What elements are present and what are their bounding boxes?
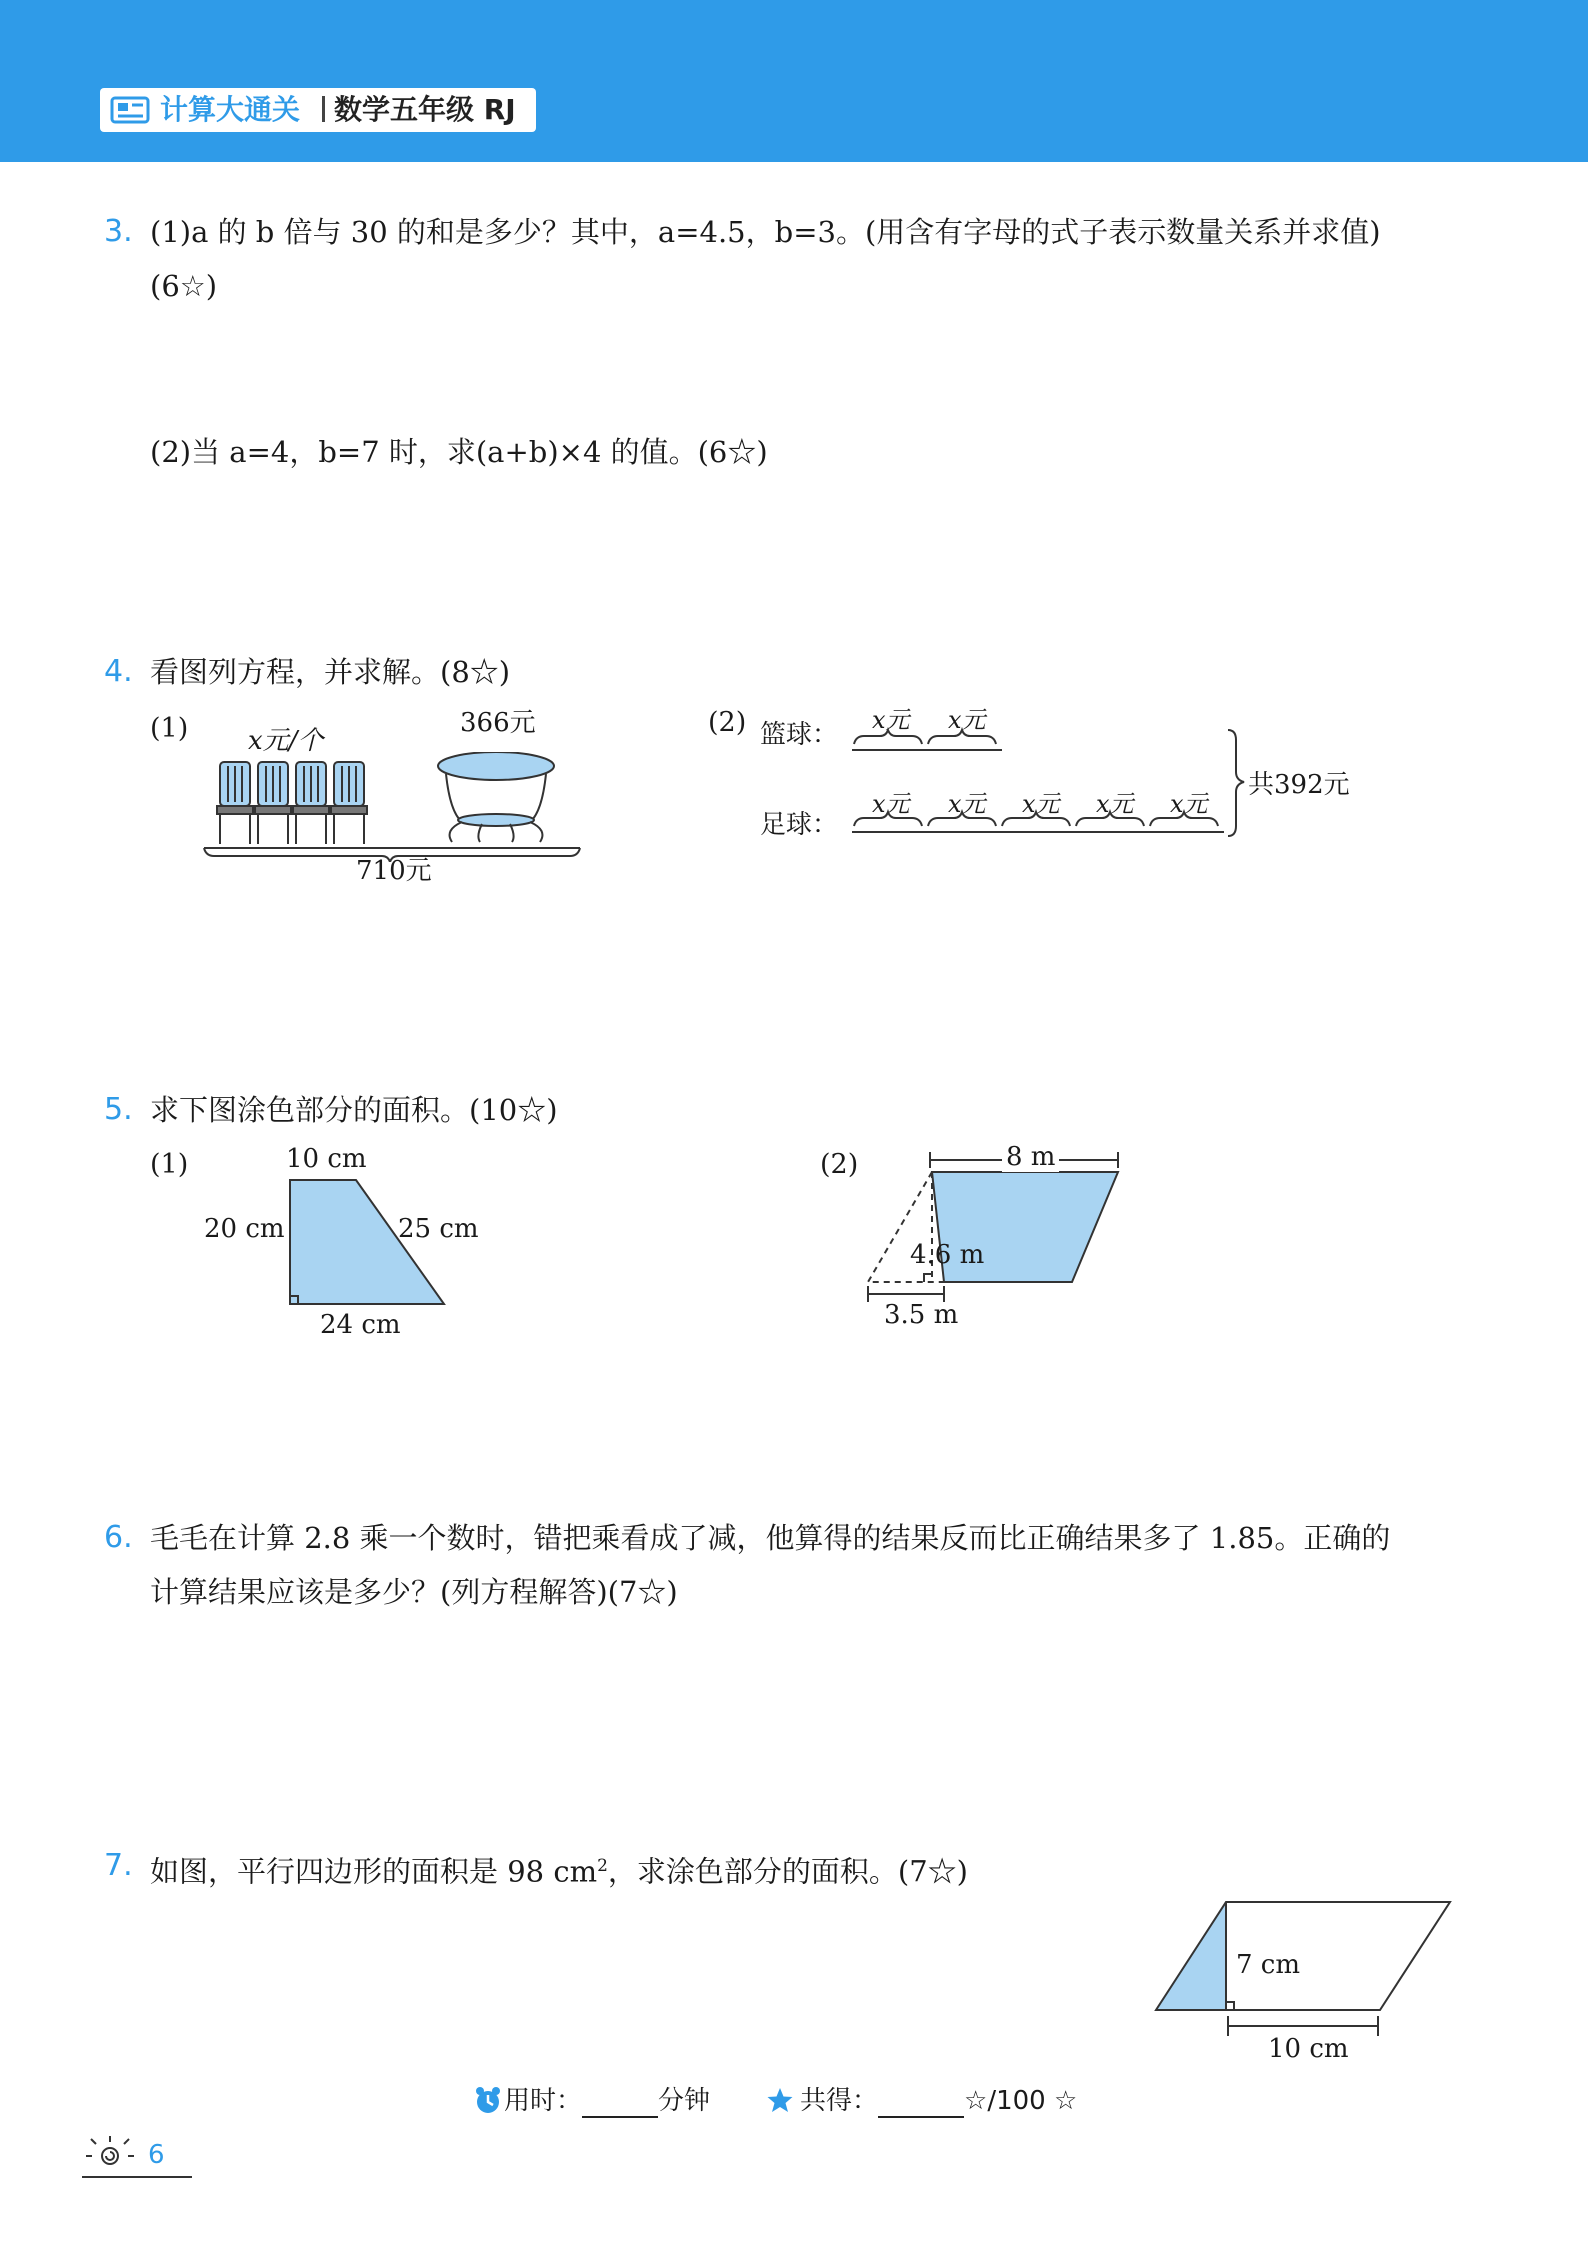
brand-title: 计算大通关: [160, 93, 301, 126]
chair-icons: [217, 762, 367, 844]
q5-p2-label: (2): [820, 1149, 859, 1180]
score-label: 共得：: [800, 2086, 879, 2116]
q4-text: 看图列方程，并求解。(8☆): [150, 655, 511, 689]
football-segments: [852, 790, 1224, 832]
q4-p1-label: (1): [150, 713, 189, 744]
q4-table-price: 366元: [460, 708, 536, 738]
q6-line2: 计算结果应该是多少？(列方程解答)(7☆): [150, 1575, 678, 1609]
time-unit: 分钟: [658, 2086, 711, 2116]
score-field: [800, 2084, 1077, 2118]
right-angle-mark: [1226, 2002, 1234, 2010]
time-label: 用时：: [504, 2086, 583, 2116]
header-divider: [322, 96, 325, 122]
total-brace: [1228, 730, 1244, 836]
q4-p1-figure: [200, 752, 590, 862]
q5-p1-top: 10 cm: [286, 1144, 367, 1174]
q5-text: 求下图涂色部分的面积。(10☆): [150, 1093, 558, 1127]
header-banner: [0, 0, 1588, 162]
q7-number: 7.: [104, 1848, 133, 1883]
q4-number: 4.: [104, 654, 133, 689]
q4-p2-figure: [850, 700, 1270, 850]
book-icon: [110, 94, 152, 128]
q6-number: 6.: [104, 1520, 133, 1555]
q6-line1: 毛毛在计算 2.8 乘一个数时，错把乘看成了减，他算得的结果反而比正确结果多了 1.85。正确的: [150, 1521, 1391, 1555]
svg-text:x元: x元: [948, 706, 986, 734]
svg-text:x元: x元: [872, 790, 910, 818]
q5-p2-height: 4.6 m: [910, 1240, 985, 1270]
q4-unit-price: x元/个: [248, 726, 324, 756]
q4-football-label: 足球：: [760, 810, 839, 840]
q7-base: 10 cm: [1268, 2034, 1349, 2064]
q5-p1-left: 20 cm: [204, 1214, 285, 1244]
q3-number: 3.: [104, 214, 133, 249]
q5-p1-label: (1): [150, 1149, 189, 1180]
q5-number: 5.: [104, 1092, 133, 1127]
q4-p2-total: 共392元: [1248, 770, 1350, 800]
svg-text:x元: x元: [872, 706, 910, 734]
star-icon: [766, 2086, 794, 2114]
svg-text:x元: x元: [948, 790, 986, 818]
svg-text:x元: x元: [1096, 790, 1134, 818]
q4-basketball-label: 篮球：: [760, 720, 839, 750]
page-number: 6: [148, 2140, 165, 2170]
score-blank: [878, 2092, 964, 2118]
q7-text-after: ，求涂色部分的面积。(7☆): [607, 1854, 969, 1889]
footer-rule: [82, 2176, 192, 2178]
q3-part1: (1)a 的 b 倍与 30 的和是多少？其中，a=4.5，b=3。(用含有字母的式子表示数量关系并求值): [150, 215, 1381, 249]
clock-icon: [474, 2086, 502, 2116]
time-blank: [582, 2092, 658, 2118]
q7-height: 7 cm: [1236, 1950, 1301, 1980]
q5-p2-base: 3.5 m: [884, 1300, 959, 1330]
q7-sup: 2: [597, 1856, 608, 1876]
right-angle-mark: [924, 1274, 932, 1282]
basketball-segments: [852, 706, 1002, 750]
q4-p1-total: 710元: [356, 856, 432, 886]
sun-swirl-icon: [82, 2136, 138, 2170]
svg-text:x元: x元: [1022, 790, 1060, 818]
q5-p2-top: 8 m: [1002, 1142, 1059, 1172]
q7-parallelogram: [1150, 1896, 1460, 2056]
q5-p1-slant: 25 cm: [398, 1214, 479, 1244]
q5-p1-bottom: 24 cm: [320, 1310, 401, 1340]
q7-text-before: 如图，平行四边形的面积是 98 cm: [150, 1854, 598, 1889]
subject-title: 数学五年级 RJ: [334, 93, 516, 126]
svg-text:x元: x元: [1170, 790, 1208, 818]
q3-part1-score: (6☆): [150, 269, 218, 303]
score-suffix: ☆/100 ☆: [964, 2086, 1078, 2116]
table-icon: [438, 752, 554, 842]
q7-text: [150, 1846, 968, 1892]
q4-p2-label: (2): [708, 707, 747, 738]
q3-part2: (2)当 a=4，b=7 时，求(a+b)×4 的值。(6☆): [150, 435, 768, 469]
q5-p1-trapezoid: [284, 1176, 454, 1312]
time-field: [504, 2084, 710, 2118]
